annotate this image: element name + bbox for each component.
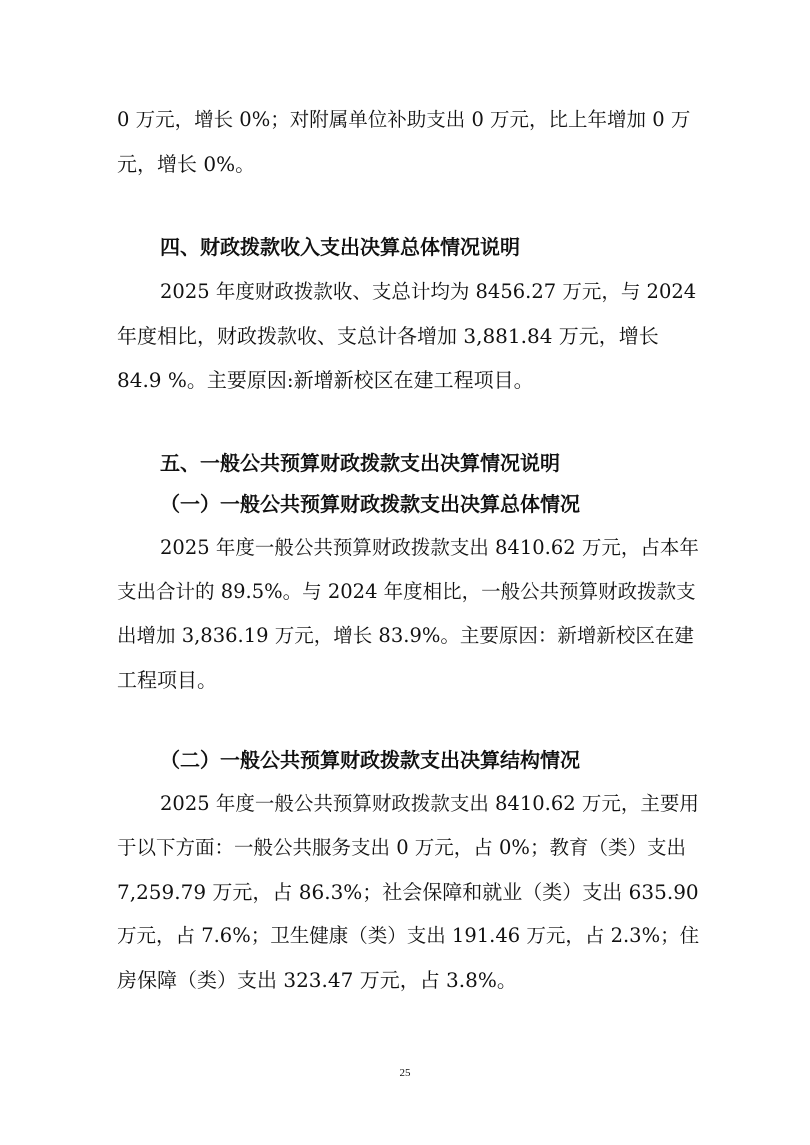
section-4-heading: 四、财政拨款收入支出决算总体情况说明 [160, 235, 520, 259]
section-5-sub-2-line-4: 万元，占 7.6%；卫生健康（类）支出 191.46 万元，占 2.3%；住 [117, 924, 700, 947]
section-5-sub-1-line-1: 2025 年度一般公共预算财政拨款支出 8410.62 万元，占本年 [160, 536, 699, 559]
section-5-heading: 五、一般公共预算财政拨款支出决算情况说明 [160, 451, 560, 475]
section-4-line-2: 年度相比，财政拨款收、支总计各增加 3,881.84 万元，增长 [117, 324, 659, 348]
section-5-sub-2-line-2: 于以下方面：一般公共服务支出 0 万元，占 0%；教育（类）支出 [117, 836, 686, 859]
section-5-sub-1-line-3: 出增加 3,836.19 万元，增长 83.9%。主要原因：新增新校区在建 [117, 624, 694, 647]
section-5-sub-2-line-3: 7,259.79 万元，占 86.3%；社会保障和就业（类）支出 635.90 [117, 880, 699, 904]
section-5-sub-1-heading: （一）一般公共预算财政拨款支出决算总体情况 [160, 492, 580, 516]
section-5-sub-1-line-2: 支出合计的 89.5%。与 2024 年度相比，一般公共预算财政拨款支 [117, 580, 696, 603]
section-5-sub-1-line-4: 工程项目。 [117, 668, 217, 692]
section-5-sub-2-heading: （二）一般公共预算财政拨款支出决算结构情况 [160, 748, 580, 772]
section-5-sub-2-line-5: 房保障（类）支出 323.47 万元，占 3.8%。 [117, 968, 517, 992]
section-4-line-3: 84.9 %。主要原因:新增新校区在建工程项目。 [117, 368, 534, 392]
continuation-line-2: 元，增长 0%。 [117, 152, 256, 176]
section-5-sub-2-line-1: 2025 年度一般公共预算财政拨款支出 8410.62 万元，主要用 [160, 792, 699, 815]
continuation-line-1: 0 万元，增长 0%；对附属单位补助支出 0 万元，比上年增加 0 万 [117, 108, 691, 131]
section-4-line-1: 2025 年度财政拨款收、支总计均为 8456.27 万元，与 2024 [160, 280, 697, 303]
page-number: 25 [399, 1067, 411, 1079]
